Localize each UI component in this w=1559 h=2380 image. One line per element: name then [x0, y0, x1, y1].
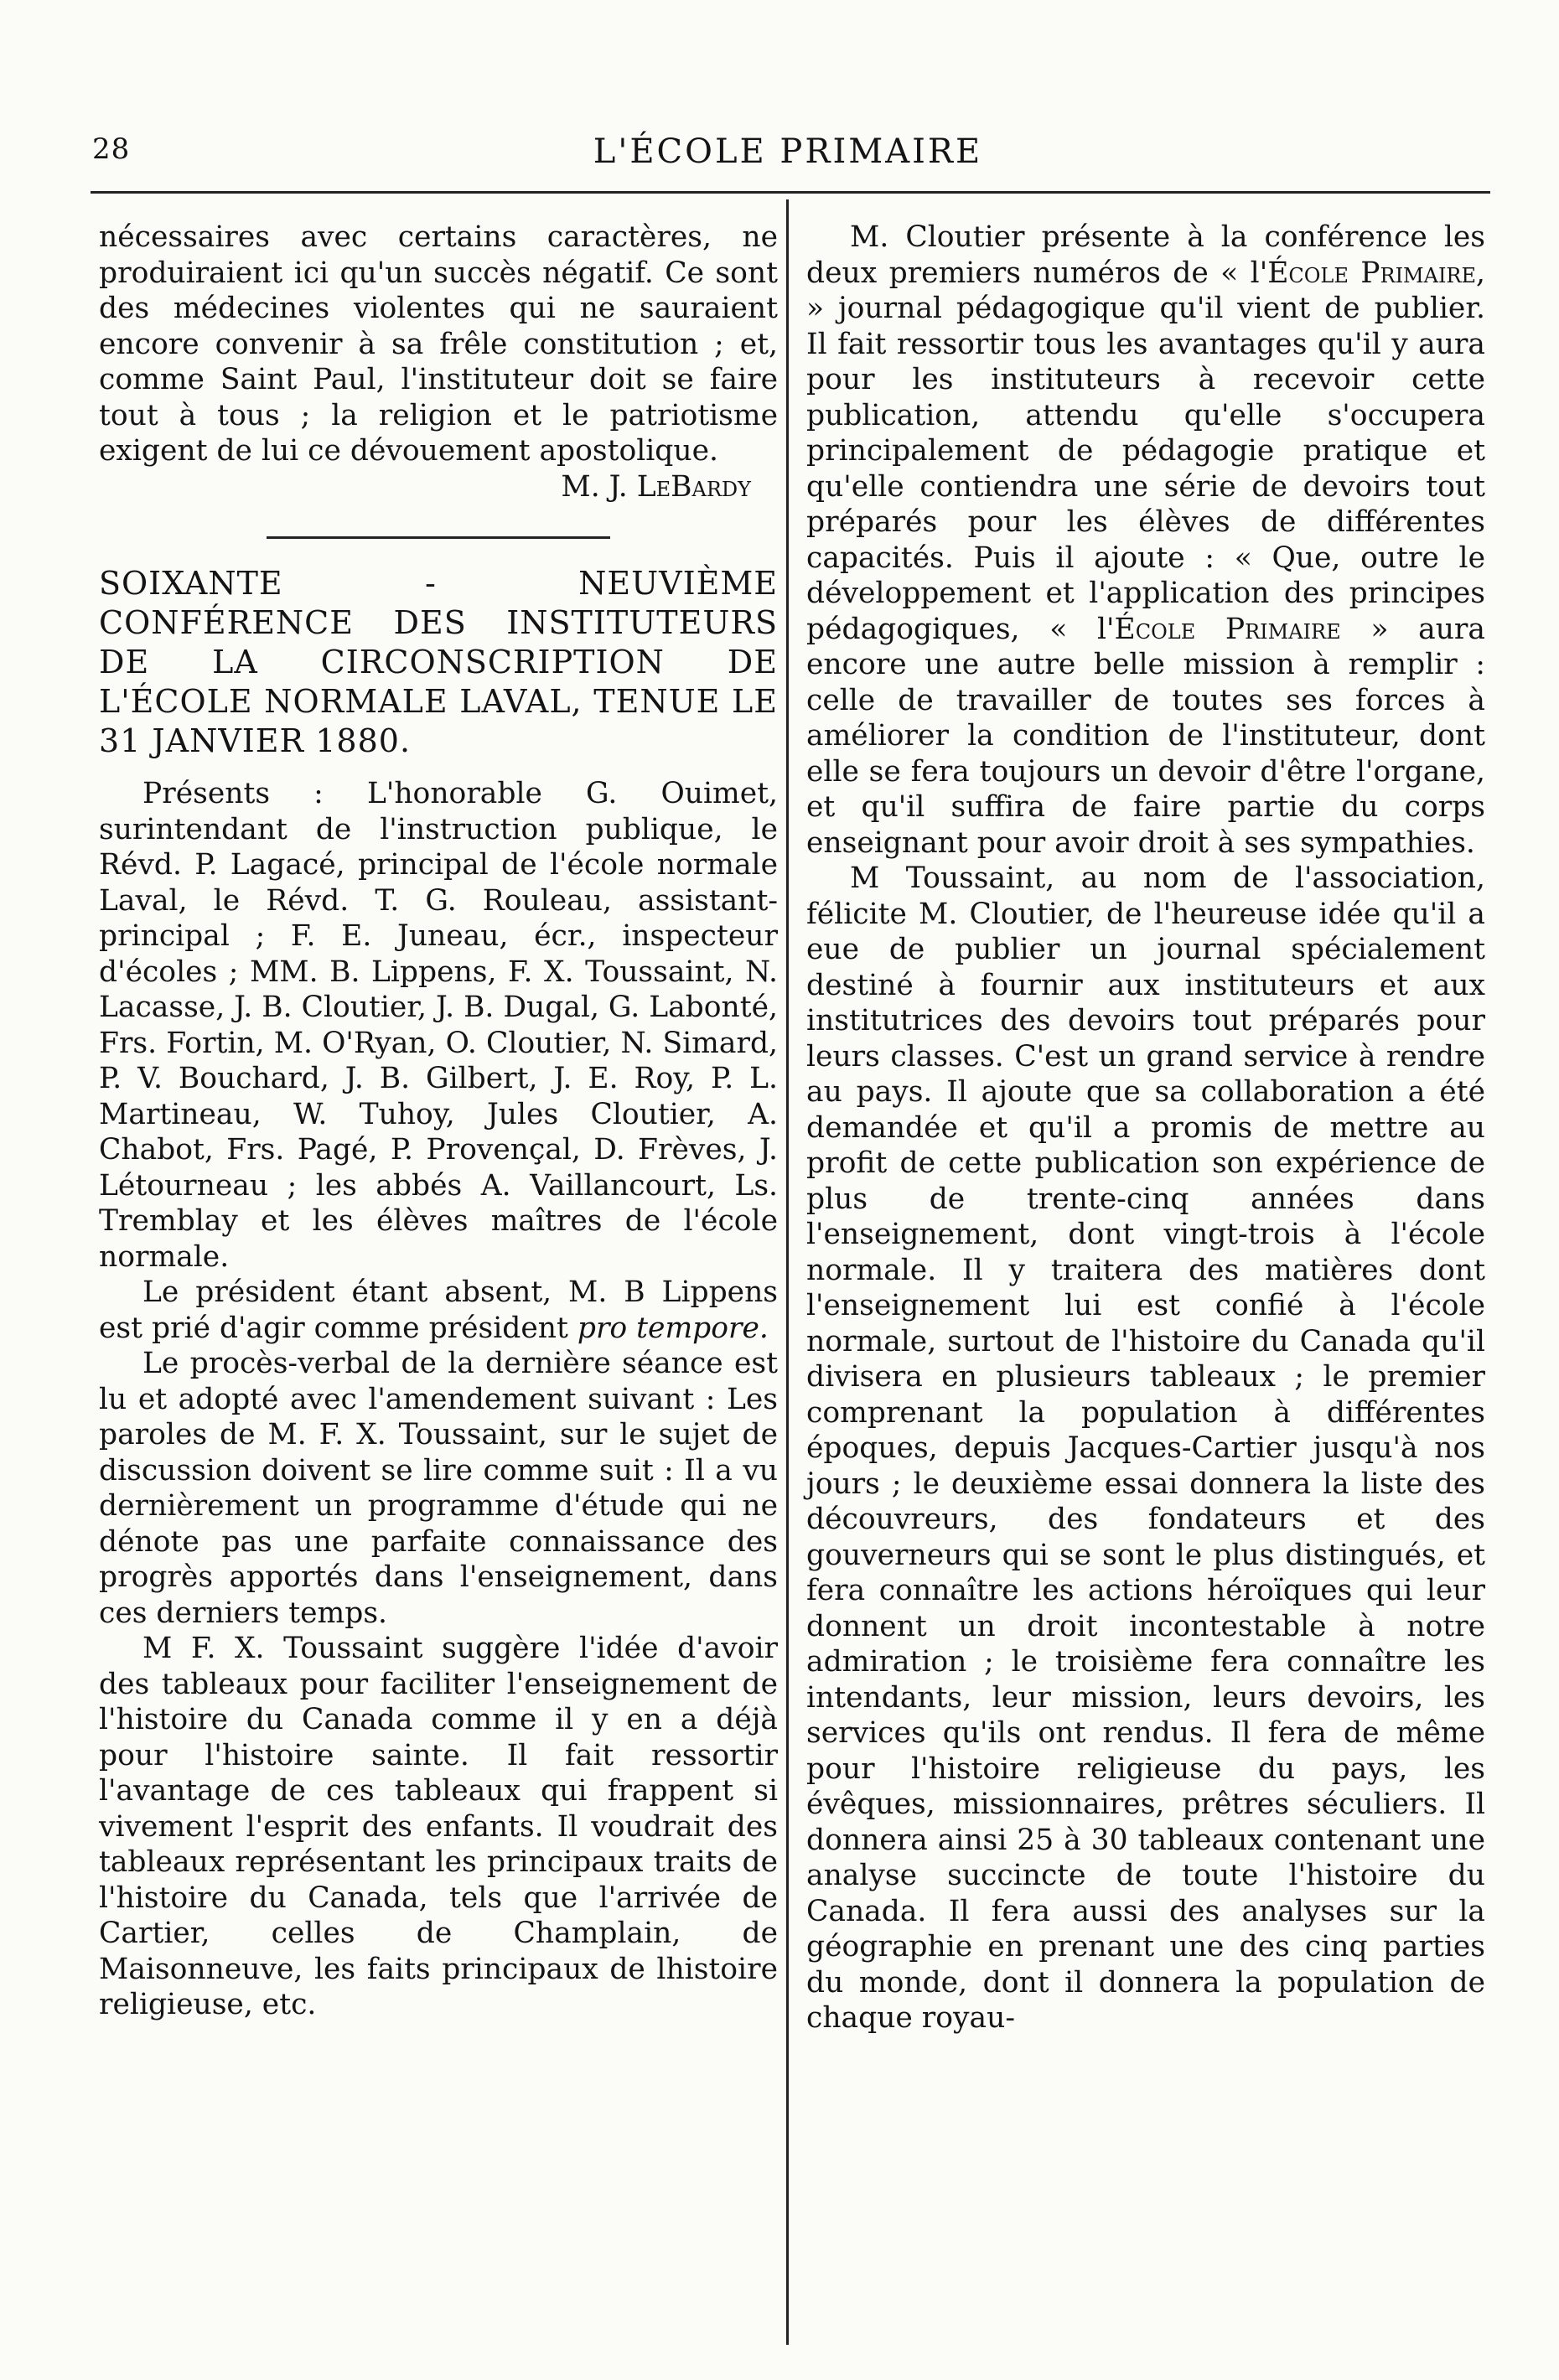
attendees-paragraph: Présents : L'honorable G. Ouimet, surintendant de l'instruction publique, le Révd. P. Lagacé, principal de l'école normale Laval, le Révd. T. G. Rouleau, assistant-principal ; F. E. Juneau, écr., inspecteur d'écoles ; MM. B. Lippens, F. X. Toussaint, N. Lacasse, J. B. Cloutier, J. B. Dugal, G. Labonté, Frs. Fortin, M. O'Ryan, O. Cloutier, N. Simard, P. V. Bouchard, J. B. Gilbert, J. E. Roy, P. L. Martineau, W. Tuhoy, Jules Cloutier, A. Chabot, Frs. Pagé, P. Provençal, D. Frèves, J. Létourneau ; les abbés A. Vaillancourt, Ls. Tremblay et les élèves maîtres de l'école normale. [99, 777, 778, 1274]
president-text: Le président étant absent, M. B Lippens est prié d'agir comme président [99, 1275, 778, 1345]
toussaint-suggestion-paragraph: M F. X. Toussaint suggère l'idée d'avoir des tableaux pour faciliter l'enseignement de l'histoire du Canada comme il y en a déjà pour l'histoire sainte. Il fait ressortir l'avantage de ces tableaux qui frappent si vivement l'esprit des enfants. Il voudrait des tableaux représentant les principaux traits de l'histoire du Canada, tels que l'arrivée de Cartier, celles de Champlain, de Maisonneuve, les faits principaux de lhistoire religieuse, etc. [99, 1632, 778, 2021]
continuation-paragraph: nécessaires avec certains caractères, ne produiraient ici qu'un succès négatif. Ce sont des médecines violentes qui ne sauraient encore convenir à sa frêle constitution ; et, comme Saint Paul, l'instituteur doit se faire tout à tous ; la religion et le patriotisme exigent de lui ce dévouement apostolique. [99, 220, 778, 468]
running-title: L'ÉCOLE PRIMAIRE [593, 132, 983, 171]
cloutier-text-a: M. Cloutier présente à la conférence les deux premiers numéros de « l' [806, 220, 1485, 290]
journal-name-2: École Primaire [1114, 612, 1341, 646]
page-header [75, 132, 1500, 183]
pro-tempore-text: pro tempore. [577, 1311, 769, 1345]
minutes-paragraph: Le procès-verbal de la dernière séance est lu et adopté avec l'amendement suivant : Les paroles de M. F. X. Toussaint, sur le sujet de discussion doivent se lire comme suit : Il a vu dernièrement un programme d'étude qui ne dénote pas une parfaite connaissance des progrès apportés dans l'enseignement, dans ces derniers temps. [99, 1347, 778, 1630]
cloutier-paragraph [806, 220, 1485, 861]
president-paragraph [99, 1275, 778, 1346]
header-rule [91, 191, 1490, 194]
column-divider [786, 199, 789, 2345]
author-signature: M. J. LeBardy [561, 469, 751, 504]
toussaint-response-paragraph: M Toussaint, au nom de l'association, félicite M. Cloutier, de l'heureuse idée qu'il a eue de publier un journal spécialement destiné à fournir aux instituteurs et aux institutrices des devoirs tout préparés pour leurs classes. C'est un grand service à rendre au pays. Il ajoute que sa collaboration a été demandée et qu'il a promis de mettre au profit de cette publication son expérience de plus de trente-cinq années dans l'enseignement, dont vingt-trois à l'école normale. Il y traitera des matières dont l'enseignement lui est confié à l'école normale, surtout de l'histoire du Canada qu'il divisera en plusieurs tableaux ; le premier comprenant la population à différentes époques, depuis Jacques-Cartier jusqu'à nos jours ; le deuxième essai donnera la liste des découvreurs, des fondateurs et des gouverneurs qui se sont le plus distingués, et fera connaître les actions héroïques qui leur donnent un droit incontestable à notre admiration ; le troisième fera connaître les intendants, leur mission, leurs devoirs, les services qu'ils ont rendus. Il fera de même pour l'histoire religieuse du pays, les évêques, missionnaires, prêtres séculiers. Il donnera ainsi 25 à 30 tableaux contenant une analyse succincte de toute l'histoire du Canada. Il fera aussi des analyses sur la géographie en prenant une des cinq parties du monde, dont il donnera la population de chaque royau- [806, 861, 1485, 2035]
section-separator [267, 536, 610, 539]
cloutier-text-c: » aura encore une autre belle mission à remplir : celle de travailler de toutes ses forces à améliorer la condition de l'instituteur, dont elle se fera toujours un devoir d'être l'organe, et qu'il suffira de faire partie du corps enseignant pour avoir droit à ses sympathies. [806, 612, 1485, 860]
cloutier-text-b: , » journal pédagogique qu'il vient de publier. Il fait ressortir tous les avantages qu'il y aura pour les instituteurs à recevoir cette publication, attendu qu'elle s'occupera principalement de pédagogie pratique et qu'elle contiendra une série de devoirs tout préparés pour les élèves de différentes capacités. Puis il ajoute : « Que, outre le développement et l'application des principes pédagogiques, « l' [806, 256, 1485, 646]
section-heading: SOIXANTE - NEUVIÈME CONFÉRENCE DES INSTITUTEURS DE LA CIRCONSCRIPTION DE L'ÉCOLE NORMALE LAVAL, TENUE LE 31 JANVIER 1880. [99, 565, 778, 759]
journal-name-1: École Primaire [1267, 256, 1477, 290]
right-column [806, 220, 1485, 2036]
left-column [99, 220, 778, 2023]
page-number: 28 [92, 132, 131, 166]
